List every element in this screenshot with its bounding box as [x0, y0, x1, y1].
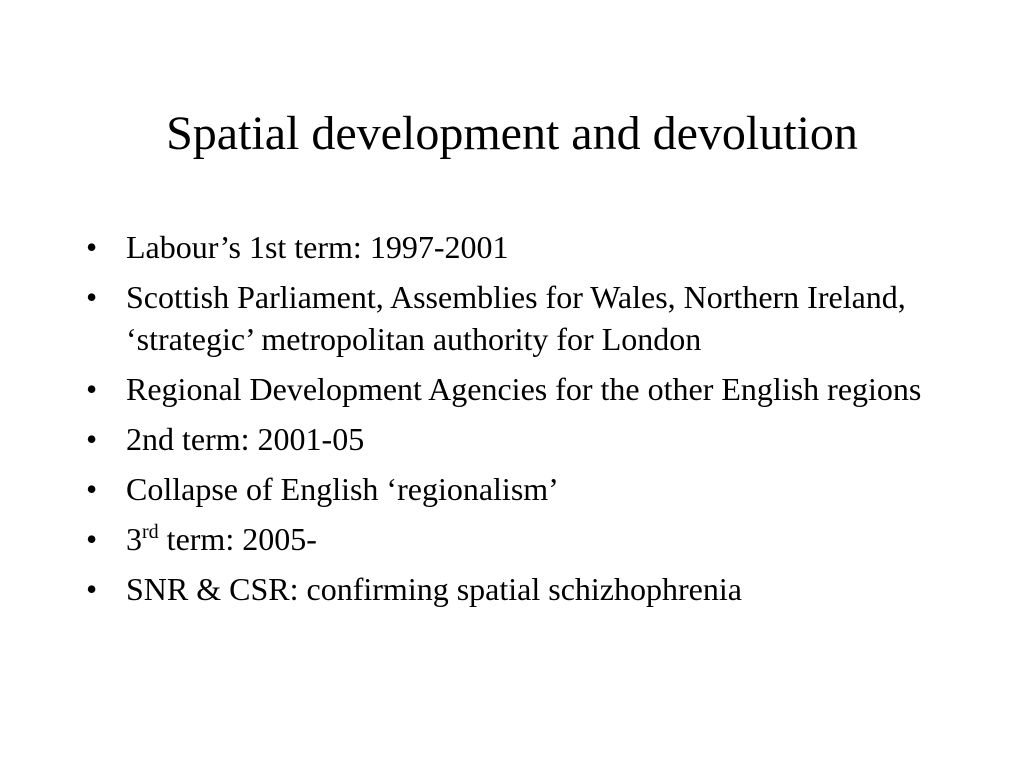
bullet-text: Labour’s 1st term: 1997-2001: [126, 229, 509, 265]
bullet-item: [86, 568, 956, 610]
bullet-text: 2nd term: 2001-05: [126, 421, 365, 457]
bullet-text: Scottish Parliament, Assemblies for Wales, Northern Ireland, ‘strategic’ metropolitan authority for London: [126, 279, 906, 357]
bullet-item: [86, 418, 956, 460]
bullet-dot-icon: •: [86, 371, 98, 407]
bullet-item: [86, 468, 956, 510]
bullet-text: [126, 521, 317, 557]
bullet-dot-icon: •: [86, 229, 98, 265]
bullet-superscript: rd: [142, 521, 159, 543]
bullet-dot-icon: •: [86, 571, 98, 607]
bullet-dot-icon: •: [86, 279, 98, 315]
bullet-item: [86, 276, 956, 360]
bullet-dot-icon: •: [86, 471, 98, 507]
bullet-item: [86, 226, 956, 268]
bullet-text: Collapse of English ‘regionalism’: [126, 471, 559, 507]
bullet-text: Regional Development Agencies for the other English regions: [126, 371, 922, 407]
bullet-item: [86, 368, 956, 410]
bullet-text: SNR & CSR: confirming spatial schizhophrenia: [126, 571, 742, 607]
bullet-text-before: 3: [126, 521, 142, 557]
bullet-list: [86, 226, 956, 618]
slide-title: Spatial development and devolution: [166, 107, 858, 160]
bullet-text-after: term: 2005-: [158, 521, 317, 557]
bullet-dot-icon: •: [86, 421, 98, 457]
bullet-item: [86, 518, 956, 560]
bullet-dot-icon: •: [86, 521, 98, 557]
